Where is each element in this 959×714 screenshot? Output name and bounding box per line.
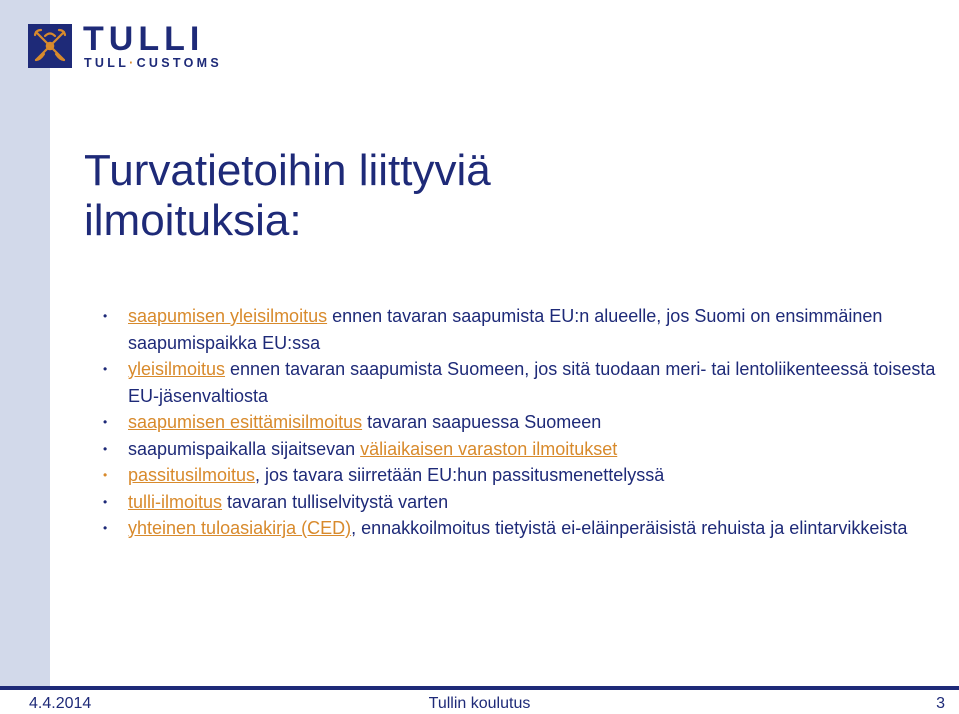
list-item: • passitusilmoitus, jos tavara siirretään EU:hun passitusmenettelyssä [103, 462, 943, 489]
bullet-icon: • [103, 468, 108, 482]
slide-title-line1: Turvatietoihin liittyviä [84, 146, 491, 195]
link-saapumisen-yleisilmoitus[interactable]: saapumisen yleisilmoitus [128, 306, 328, 326]
link-valiaikaisen-varaston-ilmoitukset[interactable]: väliaikaisen varaston ilmoitukset [360, 438, 618, 459]
link-tulli-ilmoitus[interactable]: tulli-ilmoitus [128, 491, 223, 512]
link-passitusilmoitus[interactable]: passitusilmoitus [128, 465, 256, 485]
side-bar [0, 0, 50, 686]
footer-page-number: 3 [936, 695, 945, 712]
tulli-logo [28, 20, 258, 74]
bullet-icon: • [103, 415, 108, 429]
list-item: • saapumisen esittämisilmoitus tavaran saapuessa Suomeen [103, 409, 943, 436]
list-item: • tulli-ilmoitus tavaran tulliselvitystä varten [103, 489, 943, 516]
tulli-emblem-icon [28, 24, 72, 68]
list-item: • yleisilmoitus ennen tavaran saapumista Suomeen, jos sitä tuodaan meri- tai lentoliikenteessä toisesta EU-jäsenvaltiosta [103, 356, 943, 409]
slide-title-line2: ilmoituksia: [84, 196, 302, 245]
bullet-icon: • [103, 362, 108, 376]
slide-title [84, 146, 491, 246]
list-item: • yhteinen tuloasiakirja (CED), ennakkoilmoitus tietyistä ei-eläinperäisistä rehuista ja elintarvikkeista [103, 515, 943, 542]
bottom-bar [0, 686, 959, 690]
bullet-icon: • [103, 309, 108, 323]
logo-subtitle: TULL·CUSTOMS [84, 56, 222, 70]
list-item: • saapumisen yleisilmoitus ennen tavaran saapumista EU:n alueelle, jos Suomi on ensimmäinen saapumispaikka EU:ssa [103, 303, 943, 356]
bullet-icon: • [103, 494, 108, 509]
logo-title: TULLI [83, 20, 205, 58]
link-saapumisen-esittamisilmoitus[interactable]: saapumisen esittämisilmoitus [128, 412, 363, 432]
bullet-icon: • [103, 521, 108, 535]
link-yleisilmoitus[interactable]: yleisilmoitus [128, 359, 226, 379]
link-yhteinen-tuloasiakirja[interactable]: yhteinen tuloasiakirja (CED) [128, 518, 352, 538]
footer-date: 4.4.2014 [29, 695, 92, 712]
list-item: • saapumispaikalla sijaitsevan väliaikaisen varaston ilmoitukset [103, 436, 943, 463]
bullet-list [103, 303, 943, 542]
bullet-icon: • [103, 441, 108, 456]
footer-title: Tullin koulutus [428, 695, 531, 712]
